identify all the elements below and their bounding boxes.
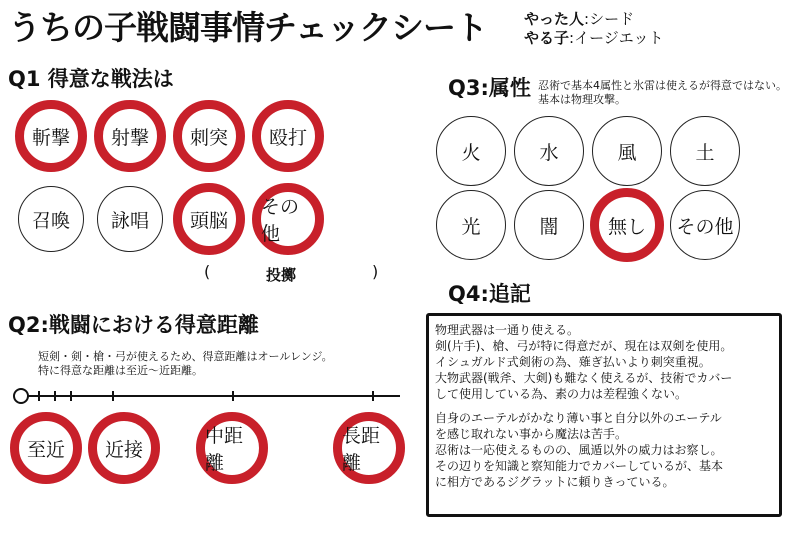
distance-scale-line	[22, 395, 400, 397]
q3-option-label: その他	[676, 215, 734, 238]
q1-option-outa[interactable]	[252, 100, 324, 172]
q3-option-label: 無し	[607, 215, 646, 238]
sheet-title: うちの子戦闘事情チェックシート	[8, 8, 488, 47]
q1-option-shitotsu[interactable]	[173, 100, 245, 172]
q4-line: 剣(片手)、槍、弓が特に得意だが、現在は双剣を使用。	[435, 339, 733, 353]
subject-label: やる子	[524, 29, 570, 47]
subject-line	[524, 27, 663, 48]
q4-line: に相方であるジグラットに頼りきっている。	[435, 475, 675, 489]
q3-option-label: 水	[539, 141, 559, 164]
q4-line: 忍術は一応使えるものの、風遁以外の威力はお察し。	[435, 443, 723, 457]
q1-option-zangeki[interactable]	[15, 100, 87, 172]
q3-option-water[interactable]	[514, 116, 584, 186]
q3-option-earth[interactable]	[670, 116, 740, 186]
q1-option-shageki[interactable]	[94, 100, 166, 172]
q4-paragraph-2	[435, 410, 773, 490]
q2-note-line2: 特に得意な距離は至近～近距離。	[38, 364, 203, 377]
q3-option-dark[interactable]	[514, 190, 584, 260]
q4-line: 物理武器は一通り使える。	[435, 323, 580, 337]
q3-option-label: 火	[461, 141, 481, 164]
author-value: :シード	[584, 10, 635, 28]
distance-tick	[38, 391, 40, 401]
q1-option-label: 刺突	[189, 126, 228, 149]
q4-heading: Q4:追記	[448, 282, 531, 306]
author-line	[524, 8, 634, 29]
q1-option-shoukan[interactable]	[18, 186, 84, 252]
q1-option-label: 詠唱	[110, 209, 149, 232]
q3-option-light[interactable]	[436, 190, 506, 260]
q3-note-line2: 基本は物理攻撃。	[538, 93, 626, 106]
q3-heading: Q3:属性	[448, 76, 531, 100]
q1-option-label: 斬撃	[31, 126, 70, 149]
q4-notes-box	[426, 313, 782, 517]
q2-option-label: 中距離	[205, 425, 244, 474]
other-close-paren: )	[372, 262, 379, 281]
distance-tick	[54, 391, 56, 401]
q4-line: その辺りを知識と察知能力でカバーしているが、基本	[435, 459, 724, 473]
distance-tick	[372, 391, 374, 401]
q1-option-label: その他	[261, 196, 300, 245]
q3-option-other[interactable]	[670, 190, 740, 260]
q3-option-fire[interactable]	[436, 116, 506, 186]
q3-option-label: 土	[695, 141, 715, 164]
q4-line: 大物武器(戦斧、大剣)も難なく使えるが、技術でカバー	[435, 371, 733, 385]
q2-option-choukyori[interactable]	[333, 412, 405, 484]
q2-option-shikin[interactable]	[10, 412, 82, 484]
other-open-paren: (	[204, 262, 211, 281]
distance-origin-marker	[13, 388, 29, 404]
distance-tick	[232, 391, 234, 401]
q1-option-eishou[interactable]	[97, 186, 163, 252]
q3-option-wind[interactable]	[592, 116, 662, 186]
q4-line: イシュガルド式剣術の為、薙ぎ払いより刺突重視。	[435, 355, 711, 369]
q3-option-none[interactable]	[590, 188, 664, 262]
other-detail-text: 投擲	[266, 266, 297, 284]
q2-note-line1: 短剣・剣・槍・弓が使えるため、得意距離はオールレンジ。	[38, 350, 333, 363]
q1-option-label: 殴打	[268, 126, 307, 149]
q1-option-label: 射撃	[110, 126, 149, 149]
distance-tick	[112, 391, 114, 401]
q1-option-sonota[interactable]	[252, 183, 324, 255]
q4-line: して使用している為、素の力は差程強くない。	[435, 387, 688, 401]
q4-paragraph-1	[435, 322, 773, 402]
subject-value: :イージエット	[569, 29, 664, 47]
distance-tick	[70, 391, 72, 401]
q3-option-label: 風	[617, 141, 637, 164]
q3-note-line1: 忍術で基本4属性と氷雷は使えるが得意ではない。	[538, 79, 787, 92]
q2-option-kinsetsu[interactable]	[88, 412, 160, 484]
q3-option-label: 闇	[539, 215, 559, 238]
q4-line: 自身のエーテルがかなり薄い事と自分以外のエーテル	[435, 411, 722, 425]
q1-option-label: 頭脳	[189, 209, 228, 232]
q2-heading: Q2:戦闘における得意距離	[8, 313, 259, 337]
q1-heading: Q1 得意な戦法は	[8, 67, 174, 91]
author-label: やった人	[524, 10, 585, 28]
q3-option-label: 光	[461, 215, 481, 238]
q4-line: を感じ取れない事から魔法は苦手。	[435, 427, 628, 441]
q1-option-zunou[interactable]	[173, 183, 245, 255]
q2-option-label: 近接	[104, 438, 143, 461]
q2-option-label: 長距離	[342, 425, 381, 474]
q1-option-label: 召喚	[31, 209, 70, 232]
q2-option-chuukyori[interactable]	[196, 412, 268, 484]
q2-option-label: 至近	[26, 438, 65, 461]
